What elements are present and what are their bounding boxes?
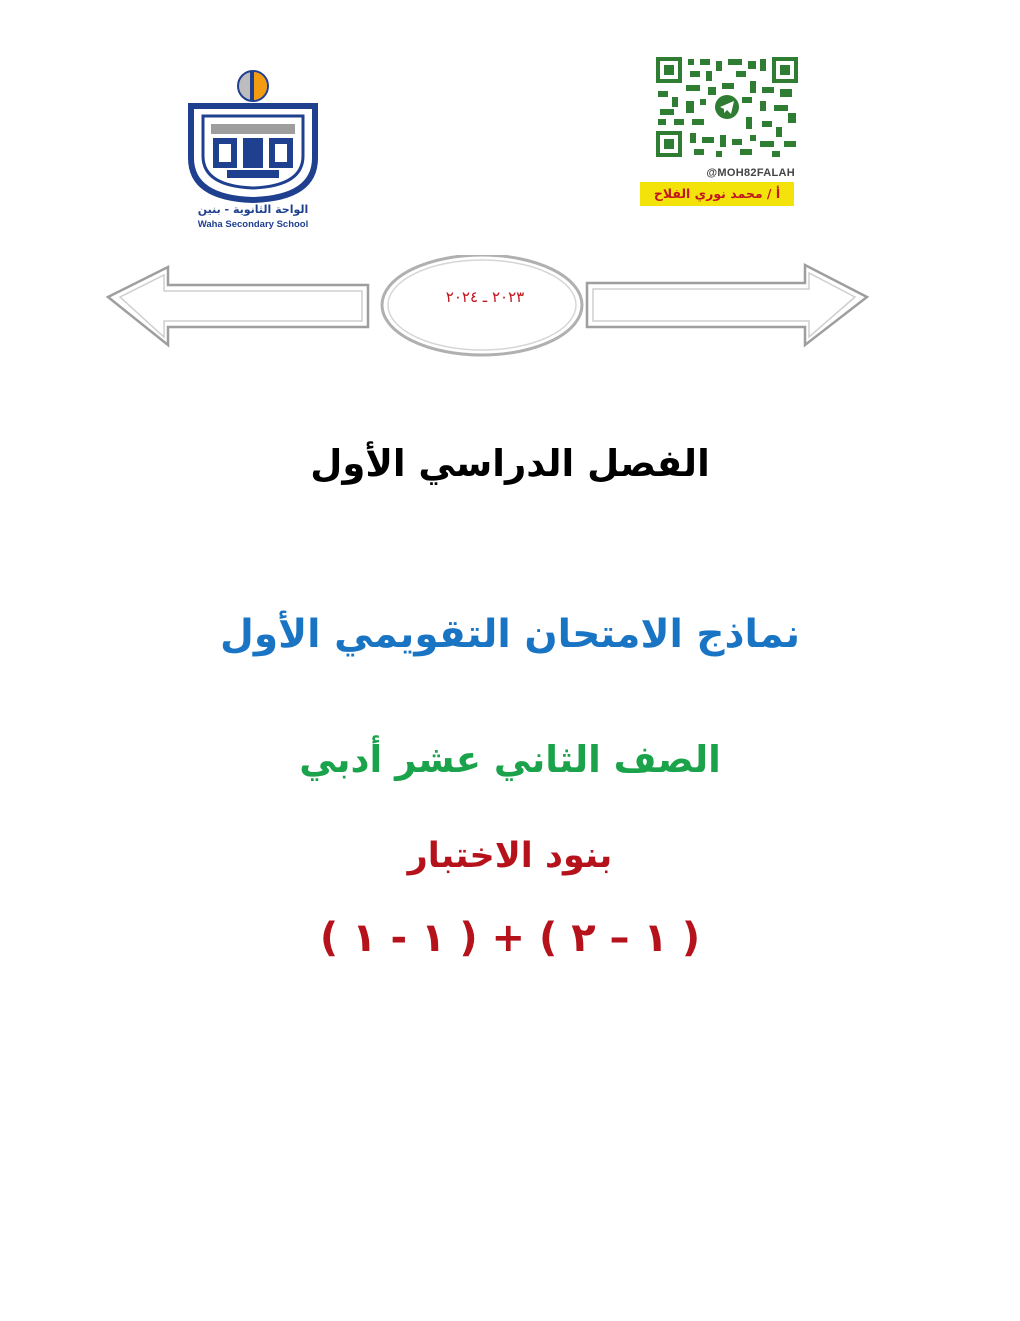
school-logo-icon: [183, 68, 323, 203]
qr-code-icon: [656, 57, 798, 157]
test-items-title: بنود الاختبار: [407, 836, 613, 876]
right-arrow-icon: [587, 265, 867, 345]
grade-title: الصف الثاني عشر أدبي: [299, 738, 721, 781]
year-banner: [100, 255, 875, 365]
exam-title: نماذج الامتحان التقويمي الأول: [220, 612, 800, 657]
school-name-arabic: الواحة الثانوية - بنين: [197, 203, 309, 216]
left-arrow-icon: [108, 267, 368, 345]
test-sections: ( ١ - ١ ) + ( ١ – ٢ ): [319, 915, 701, 961]
semester-title: الفصل الدراسي الأول: [310, 442, 710, 485]
teacher-name: أ / محمد نوري الفلاح: [640, 182, 794, 206]
academic-year: ٢٠٢٣ ـ ٢٠٢٤: [445, 288, 525, 306]
school-name-english: Waha Secondary School: [197, 219, 309, 230]
social-handle: @MOH82FALAH: [706, 167, 795, 179]
